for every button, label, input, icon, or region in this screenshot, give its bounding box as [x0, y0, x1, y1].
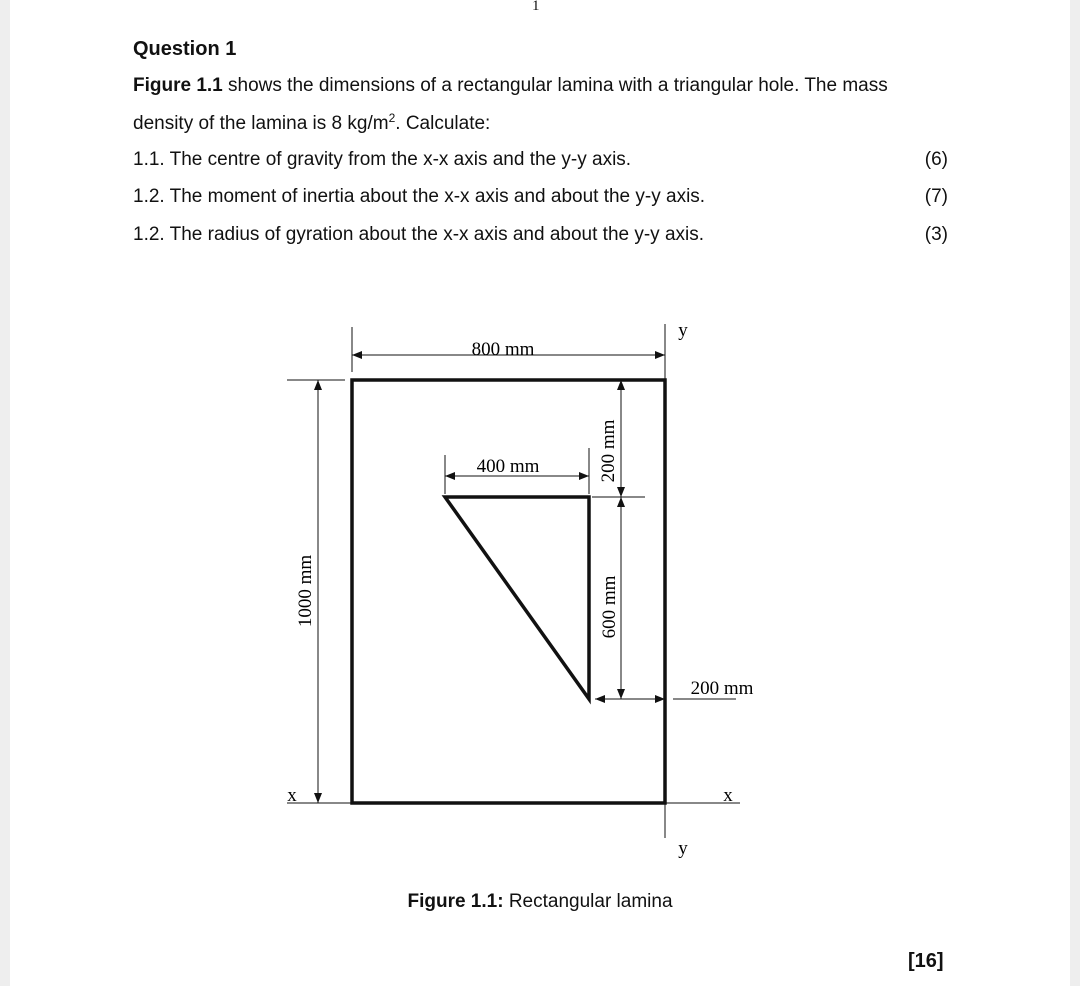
task-label: 1.1. The centre of gravity from the x-x axis and the y-y axis. — [133, 149, 632, 170]
question-title: Question 1 — [133, 38, 237, 60]
dimension-label-triangle-width: 400 mm — [476, 456, 540, 477]
axis-label-y-top: y — [678, 320, 688, 341]
task-marks: (7) — [924, 186, 948, 207]
dimension-label-top-gap: 200 mm — [598, 419, 619, 483]
dimension-label-width: 800 mm — [471, 339, 535, 360]
intro-text-end: . Calculate: — [395, 113, 491, 134]
figure-caption-label: Figure 1.1: — [407, 891, 504, 912]
task-label: 1.2. The moment of inertia about the x-x axis and about the y-y axis. — [133, 186, 706, 207]
unit-exponent: 2 — [388, 111, 396, 125]
axis-label-x-left: x — [287, 785, 297, 806]
axis-label-y-bottom: y — [678, 838, 688, 859]
dimension-label-height: 1000 mm — [295, 554, 316, 628]
figure-caption-text: Rectangular lamina — [503, 891, 673, 912]
figure-reference: Figure 1.1 — [133, 75, 223, 96]
axis-label-x-right: x — [723, 785, 733, 806]
task-marks: (6) — [924, 149, 948, 170]
total-marks: [16] — [908, 950, 944, 972]
task-label: 1.2. The radius of gyration about the x-x axis and about the y-y axis. — [133, 224, 705, 245]
triangular-hole — [445, 497, 589, 699]
page-number: 1 — [532, 0, 540, 14]
figure-caption — [0, 891, 1080, 913]
task-marks: (3) — [924, 224, 948, 245]
dimension-label-right-gap: 200 mm — [690, 678, 754, 699]
dimension-label-triangle-height: 600 mm — [599, 575, 620, 639]
intro-text: shows the dimensions of a rectangular lamina with a triangular hole. The mass density of the lamina is 8 kg/m — [133, 75, 888, 134]
